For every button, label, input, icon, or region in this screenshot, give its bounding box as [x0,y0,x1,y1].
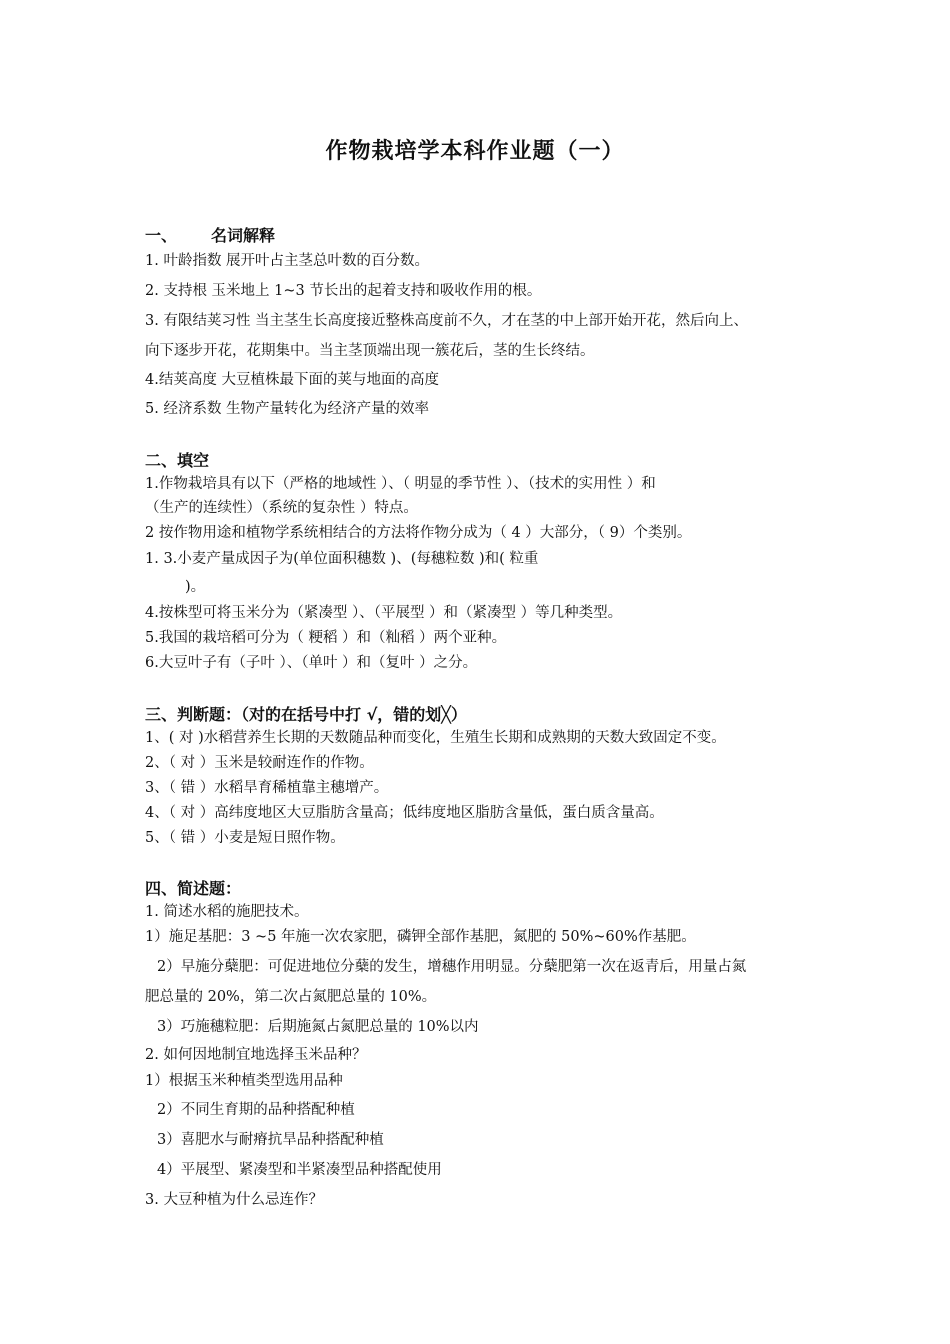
s1-item-2: 2. 支持根 玉米地上 1~3 节长出的起着支持和吸收作用的根。 [145,283,542,299]
section-1-heading [145,226,275,245]
s1-item-3-cont: 向下逐步开花，花期集中。当主茎顶端出现一簇花后，茎的生长终结。 [145,343,595,359]
s1-item-5: 5. 经济系数 生物产量转化为经济产量的效率 [145,401,430,417]
s4-answer-2-3: 3）喜肥水与耐瘠抗旱品种搭配种植 [157,1132,384,1148]
s4-answer-1-2: 2）早施分蘖肥：可促进地位分蘖的发生，增穗作用明显。分蘖肥第一次在返青后，用量占氮 [157,959,747,975]
s3-item-1: 1、( 对 )水稻营养生长期的天数随品种而变化，生殖生长期和成熟期的天数大致固定不变。 [145,730,726,746]
s3-item-3: 3、（ 错 ）水稻旱育稀植靠主穗增产。 [145,780,389,796]
s3-item-4: 4、（ 对 ）高纬度地区大豆脂肪含量高；低纬度地区脂肪含量低，蛋白质含量高。 [145,805,664,821]
s4-answer-2-2: 2）不同生育期的品种搭配种植 [157,1102,355,1118]
s4-question-1: 1. 简述水稻的施肥技术。 [145,904,309,920]
s3-item-5: 5、（ 错 ）小麦是短日照作物。 [145,830,345,846]
s2-item-3: 1. 3.小麦产量成因子为(单位面积穗数 )、(每穗粒数 )和( 粒重 [145,551,539,567]
s2-item-1-cont: （生产的连续性）（系统的复杂性 ）特点。 [145,500,418,516]
s2-item-1: 1.作物栽培具有以下（严格的地域性 ）、（ 明显的季节性 ）、（技术的实用性 ）和 [145,476,656,492]
section-4-heading: 四、简述题： [145,879,242,898]
s4-answer-2-4: 4）平展型、紧凑型和半紧凑型品种搭配使用 [157,1162,442,1178]
s1-item-4: 4.结荚高度 大豆植株最下面的荚与地面的高度 [145,372,439,388]
document-title: 作物栽培学本科作业题（一） [325,139,625,164]
s4-answer-2-1: 1）根据玉米种植类型选用品种 [145,1073,343,1089]
section-1-title: 名词解释 [211,226,276,245]
s4-question-2: 2. 如何因地制宜地选择玉米品种？ [145,1047,367,1063]
s1-item-1: 1. 叶龄指数 展开叶占主茎总叶数的百分数。 [145,253,430,269]
section-1-number: 一、 [145,226,178,245]
s1-item-3: 3. 有限结荚习性 当主茎生长高度接近整株高度前不久，才在茎的中上部开始开花，然后向上、 [145,313,749,329]
s4-answer-1-1: 1）施足基肥：3 ~5 年施一次农家肥，磷钾全部作基肥，氮肥的 50%~60%作基肥。 [145,929,696,945]
s2-item-3-cont: )。 [185,579,206,595]
s3-item-2: 2、（ 对 ）玉米是较耐连作的作物。 [145,755,374,771]
s4-answer-1-3: 3）巧施穗粒肥：后期施氮占氮肥总量的 10%以内 [157,1019,479,1035]
s2-item-4: 4.按株型可将玉米分为（紧凑型 ）、（平展型 ）和（紧凑型 ）等几种类型。 [145,605,623,621]
section-3-heading: 三、判断题：（对的在括号中打 √，错的划╳） [145,705,467,724]
s4-answer-1-2-cont: 肥总量的 20%，第二次占氮肥总量的 10%。 [145,989,437,1005]
section-2-heading: 二、填空 [145,451,210,470]
s2-item-6: 6.大豆叶子有（子叶 ）、（单叶 ）和（复叶 ）之分。 [145,655,478,671]
s4-question-3: 3. 大豆种植为什么忌连作？ [145,1192,323,1208]
s2-item-5: 5.我国的栽培稻可分为（ 粳稻 ）和（籼稻 ）两个亚种。 [145,630,507,646]
s2-item-2: 2 按作物用途和植物学系统相结合的方法将作物分成为（ 4 ）大部分，（ 9）个类别。 [145,525,692,541]
